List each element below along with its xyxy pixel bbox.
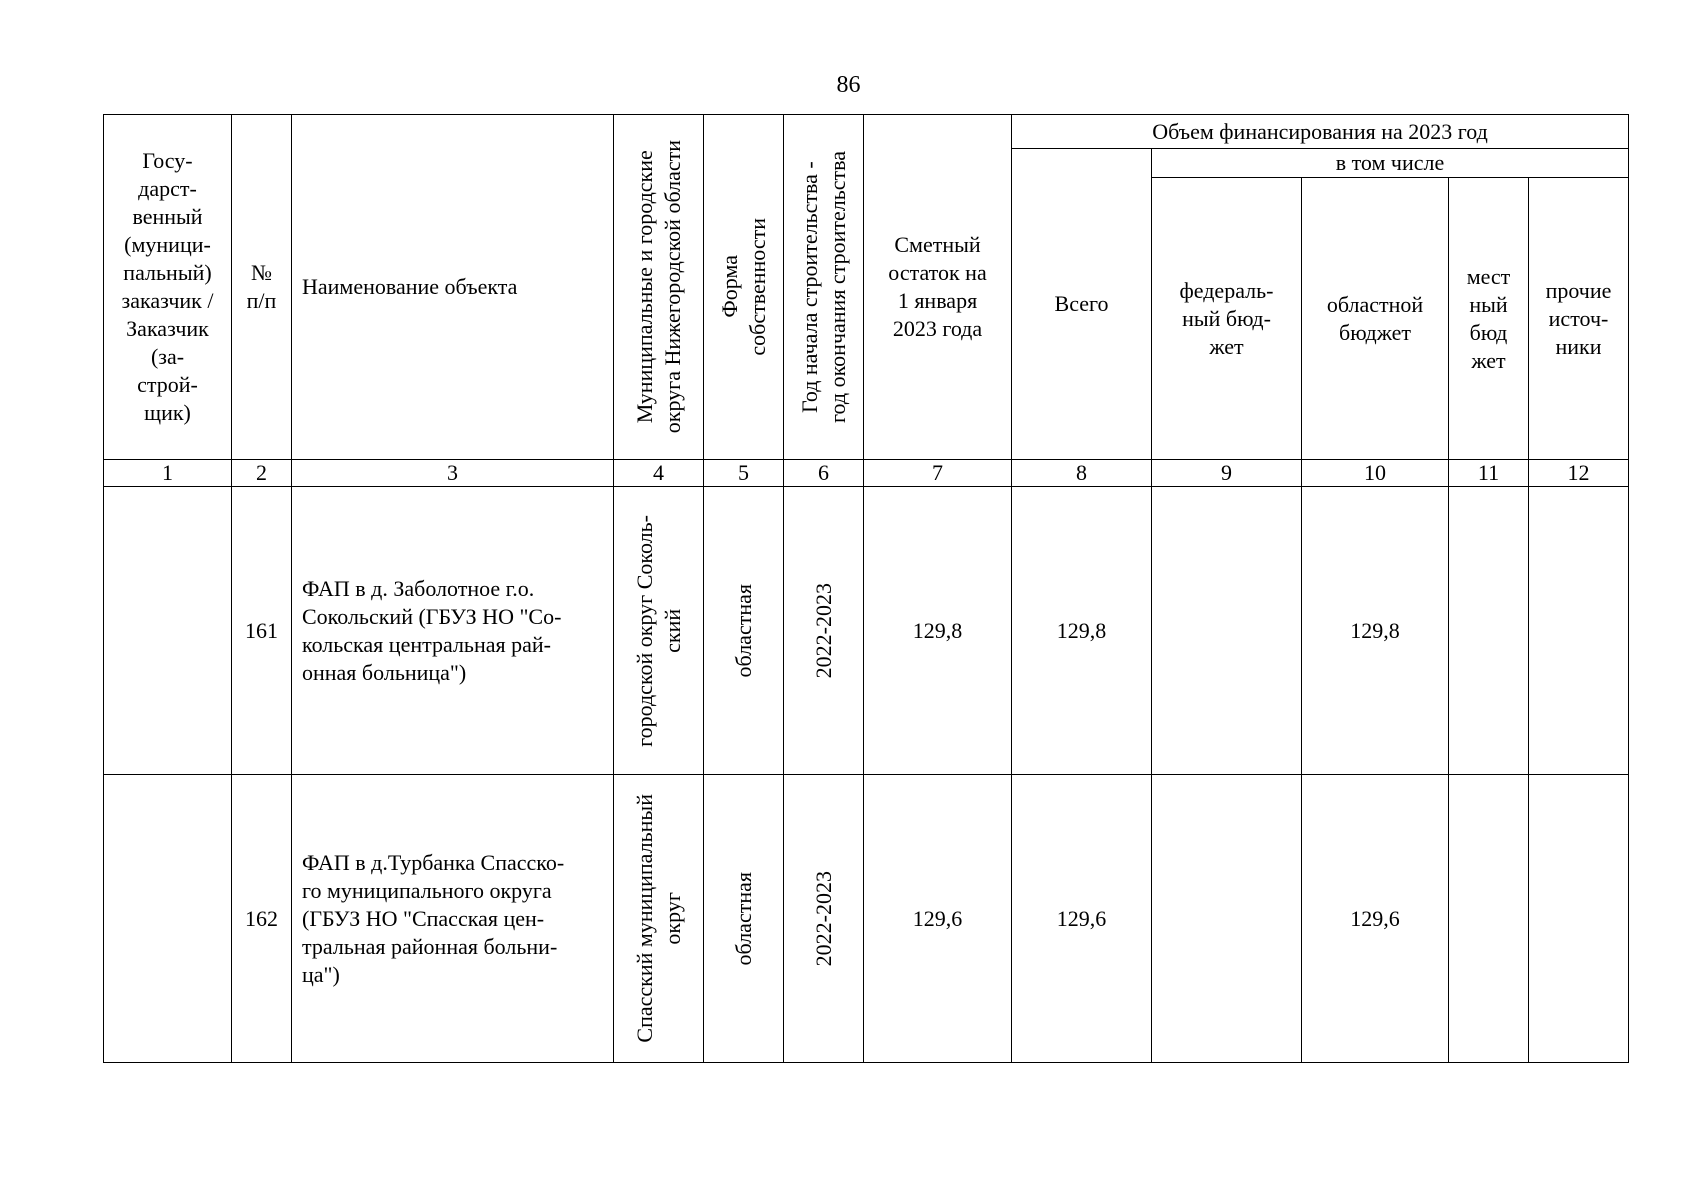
column-number: 12 <box>1529 460 1629 487</box>
table-row <box>104 487 1629 775</box>
cell-regional: 129,6 <box>1302 775 1449 1063</box>
financing-table <box>103 114 1629 1063</box>
column-number: 6 <box>784 460 864 487</box>
cell-customer <box>104 487 232 775</box>
header-regional: областной бюджет <box>1302 178 1449 460</box>
header-including: в том числе <box>1152 149 1629 178</box>
cell-object-name: ФАП в д. Заболотное г.о. Сокольский (ГБУЗ НО "Со- кольская центральная рай- онная больница") <box>292 487 614 775</box>
column-number: 4 <box>614 460 704 487</box>
cell-estimate: 129,8 <box>864 487 1012 775</box>
cell-district <box>614 775 704 1063</box>
column-number: 11 <box>1449 460 1529 487</box>
table-row <box>104 775 1629 1063</box>
cell-object-name: ФАП в д.Турбанка Спасско- го муниципального округа (ГБУЗ НО "Спасская цен- тральная районная больни- ца") <box>292 775 614 1063</box>
cell-federal <box>1152 775 1302 1063</box>
cell-other <box>1529 775 1629 1063</box>
header-number: № п/п <box>232 115 292 460</box>
cell-district <box>614 487 704 775</box>
header-customer: Госу- дарст- венный (муници- пальный) заказчик / Заказчик (за- строй- щик) <box>104 115 232 460</box>
column-number: 3 <box>292 460 614 487</box>
cell-district-text: городской округ Соколь- ский <box>631 514 685 747</box>
cell-local <box>1449 775 1529 1063</box>
header-estimate: Сметный остаток на 1 января 2023 года <box>864 115 1012 460</box>
header-ownership-text: Форма собственности <box>716 218 770 356</box>
cell-regional: 129,8 <box>1302 487 1449 775</box>
header-row-1 <box>104 115 1629 149</box>
column-number: 7 <box>864 460 1012 487</box>
header-total: Всего <box>1012 149 1152 460</box>
cell-years-text: 2022-2023 <box>810 870 836 967</box>
cell-total: 129,6 <box>1012 775 1152 1063</box>
column-number: 8 <box>1012 460 1152 487</box>
cell-number: 162 <box>232 775 292 1063</box>
cell-total: 129,8 <box>1012 487 1152 775</box>
header-district-text: Муниципальные и городские округа Нижегородской области <box>631 140 685 434</box>
cell-district-text: Спасский муниципальный округ <box>631 794 685 1043</box>
column-number: 1 <box>104 460 232 487</box>
header-district <box>614 115 704 460</box>
cell-years <box>784 775 864 1063</box>
page-number: 86 <box>836 72 861 98</box>
header-object-name: Наименование объекта <box>292 115 614 460</box>
cell-years-text: 2022-2023 <box>810 582 836 679</box>
column-numbers-row <box>104 460 1629 487</box>
header-local: мест ный бюд жет <box>1449 178 1529 460</box>
cell-customer <box>104 775 232 1063</box>
cell-number: 161 <box>232 487 292 775</box>
header-years-text: Год начала строительства - год окончания строительства <box>796 151 850 423</box>
header-federal: федераль- ный бюд- жет <box>1152 178 1302 460</box>
cell-estimate: 129,6 <box>864 775 1012 1063</box>
header-years <box>784 115 864 460</box>
cell-ownership <box>704 775 784 1063</box>
cell-ownership-text: областная <box>730 583 756 678</box>
header-other: прочие источ- ники <box>1529 178 1629 460</box>
cell-ownership <box>704 487 784 775</box>
header-ownership <box>704 115 784 460</box>
cell-local <box>1449 487 1529 775</box>
column-number: 10 <box>1302 460 1449 487</box>
cell-other <box>1529 487 1629 775</box>
header-funding-group: Объем финансирования на 2023 год <box>1012 115 1629 149</box>
column-number: 2 <box>232 460 292 487</box>
cell-ownership-text: областная <box>730 871 756 966</box>
cell-federal <box>1152 487 1302 775</box>
column-number: 9 <box>1152 460 1302 487</box>
cell-years <box>784 487 864 775</box>
column-number: 5 <box>704 460 784 487</box>
